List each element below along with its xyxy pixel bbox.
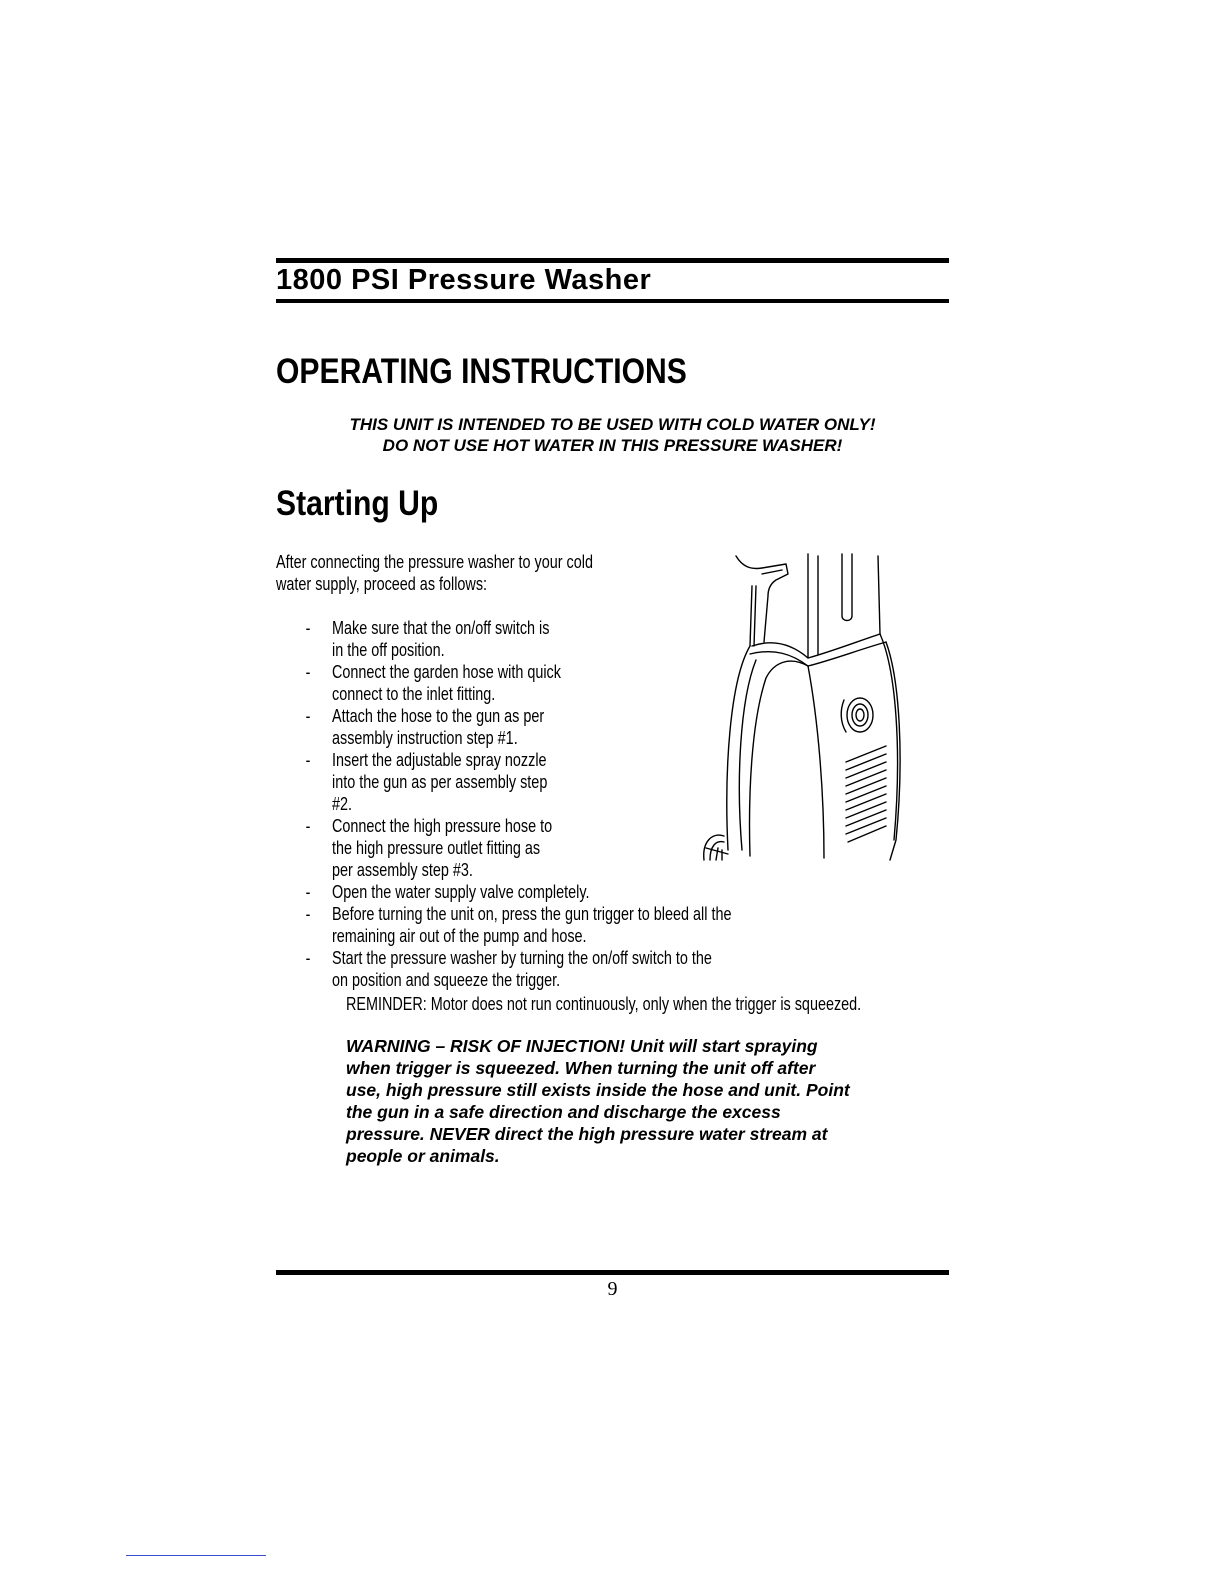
step-line: in the off position.	[332, 640, 445, 660]
step-line: Insert the adjustable spray nozzle	[332, 750, 547, 770]
startup-steps-list	[276, 617, 731, 991]
step-bullet: -	[305, 816, 311, 836]
step-item	[276, 749, 731, 815]
footer-link-underline	[126, 1555, 266, 1556]
step-line: on position and squeeze the trigger.	[332, 970, 561, 990]
step-bullet: -	[305, 662, 311, 682]
reminder-note: REMINDER: Motor does not run continuously, only when the trigger is squeezed.	[346, 994, 862, 1014]
warning-line: when trigger is squeezed. When turning the unit off after	[346, 1058, 816, 1078]
step-item	[276, 705, 731, 749]
step-item	[276, 815, 731, 881]
header-title: 1800 PSI Pressure Washer	[276, 264, 652, 296]
step-line: Start the pressure washer by turning the on/off switch to the	[332, 948, 712, 968]
subsection-title: Starting Up	[276, 484, 439, 523]
step-bullet: -	[305, 948, 311, 968]
step-line: Attach the hose to the gun as per	[332, 706, 545, 726]
step-line: Make sure that the on/off switch is	[332, 618, 550, 638]
step-line: per assembly step #3.	[332, 860, 473, 880]
section-title: OPERATING INSTRUCTIONS	[276, 352, 687, 391]
step-line: assembly instruction step #1.	[332, 728, 518, 748]
step-line: Before turning the unit on, press the gun trigger to bleed all the	[332, 904, 732, 924]
header-bottom-rule	[276, 299, 949, 303]
header-top-rule	[276, 258, 949, 263]
step-item	[276, 903, 731, 947]
page-number: 9	[607, 1278, 618, 1300]
cold-water-caution	[276, 414, 949, 456]
step-bullet: -	[305, 618, 311, 638]
step-bullet: -	[305, 904, 311, 924]
warning-line: WARNING – RISK OF INJECTION! Unit will start spraying	[346, 1036, 818, 1056]
warning-line: pressure. NEVER direct the high pressure water stream at	[346, 1124, 828, 1144]
step-line: #2.	[332, 794, 353, 814]
warning-line: the gun in a safe direction and discharge the excess	[346, 1102, 781, 1122]
step-line: Connect the high pressure hose to	[332, 816, 553, 836]
step-item	[276, 617, 731, 661]
step-line: Connect the garden hose with quick	[332, 662, 561, 682]
injection-warning	[346, 1035, 946, 1167]
step-line: remaining air out of the pump and hose.	[332, 926, 587, 946]
caution-line: THIS UNIT IS INTENDED TO BE USED WITH COLD WATER ONLY!	[349, 415, 876, 434]
footer-rule	[276, 1270, 949, 1275]
pressure-washer-illustration	[690, 550, 930, 865]
intro-line: After connecting the pressure washer to your cold	[276, 552, 593, 572]
intro-paragraph	[276, 551, 593, 595]
step-item	[276, 947, 731, 991]
step-bullet: -	[305, 706, 311, 726]
step-item	[276, 661, 731, 705]
step-line: connect to the inlet fitting.	[332, 684, 496, 704]
step-line: into the gun as per assembly step	[332, 772, 548, 792]
warning-line: people or animals.	[346, 1146, 500, 1166]
step-item	[276, 881, 731, 903]
caution-line: DO NOT USE HOT WATER IN THIS PRESSURE WASHER!	[382, 436, 843, 455]
intro-line: water supply, proceed as follows:	[276, 574, 488, 594]
step-line: the high pressure outlet fitting as	[332, 838, 541, 858]
step-bullet: -	[305, 882, 311, 902]
warning-line: use, high pressure still exists inside the hose and unit. Point	[346, 1080, 850, 1100]
step-bullet: -	[305, 750, 311, 770]
step-line: Open the water supply valve completely.	[332, 882, 590, 902]
